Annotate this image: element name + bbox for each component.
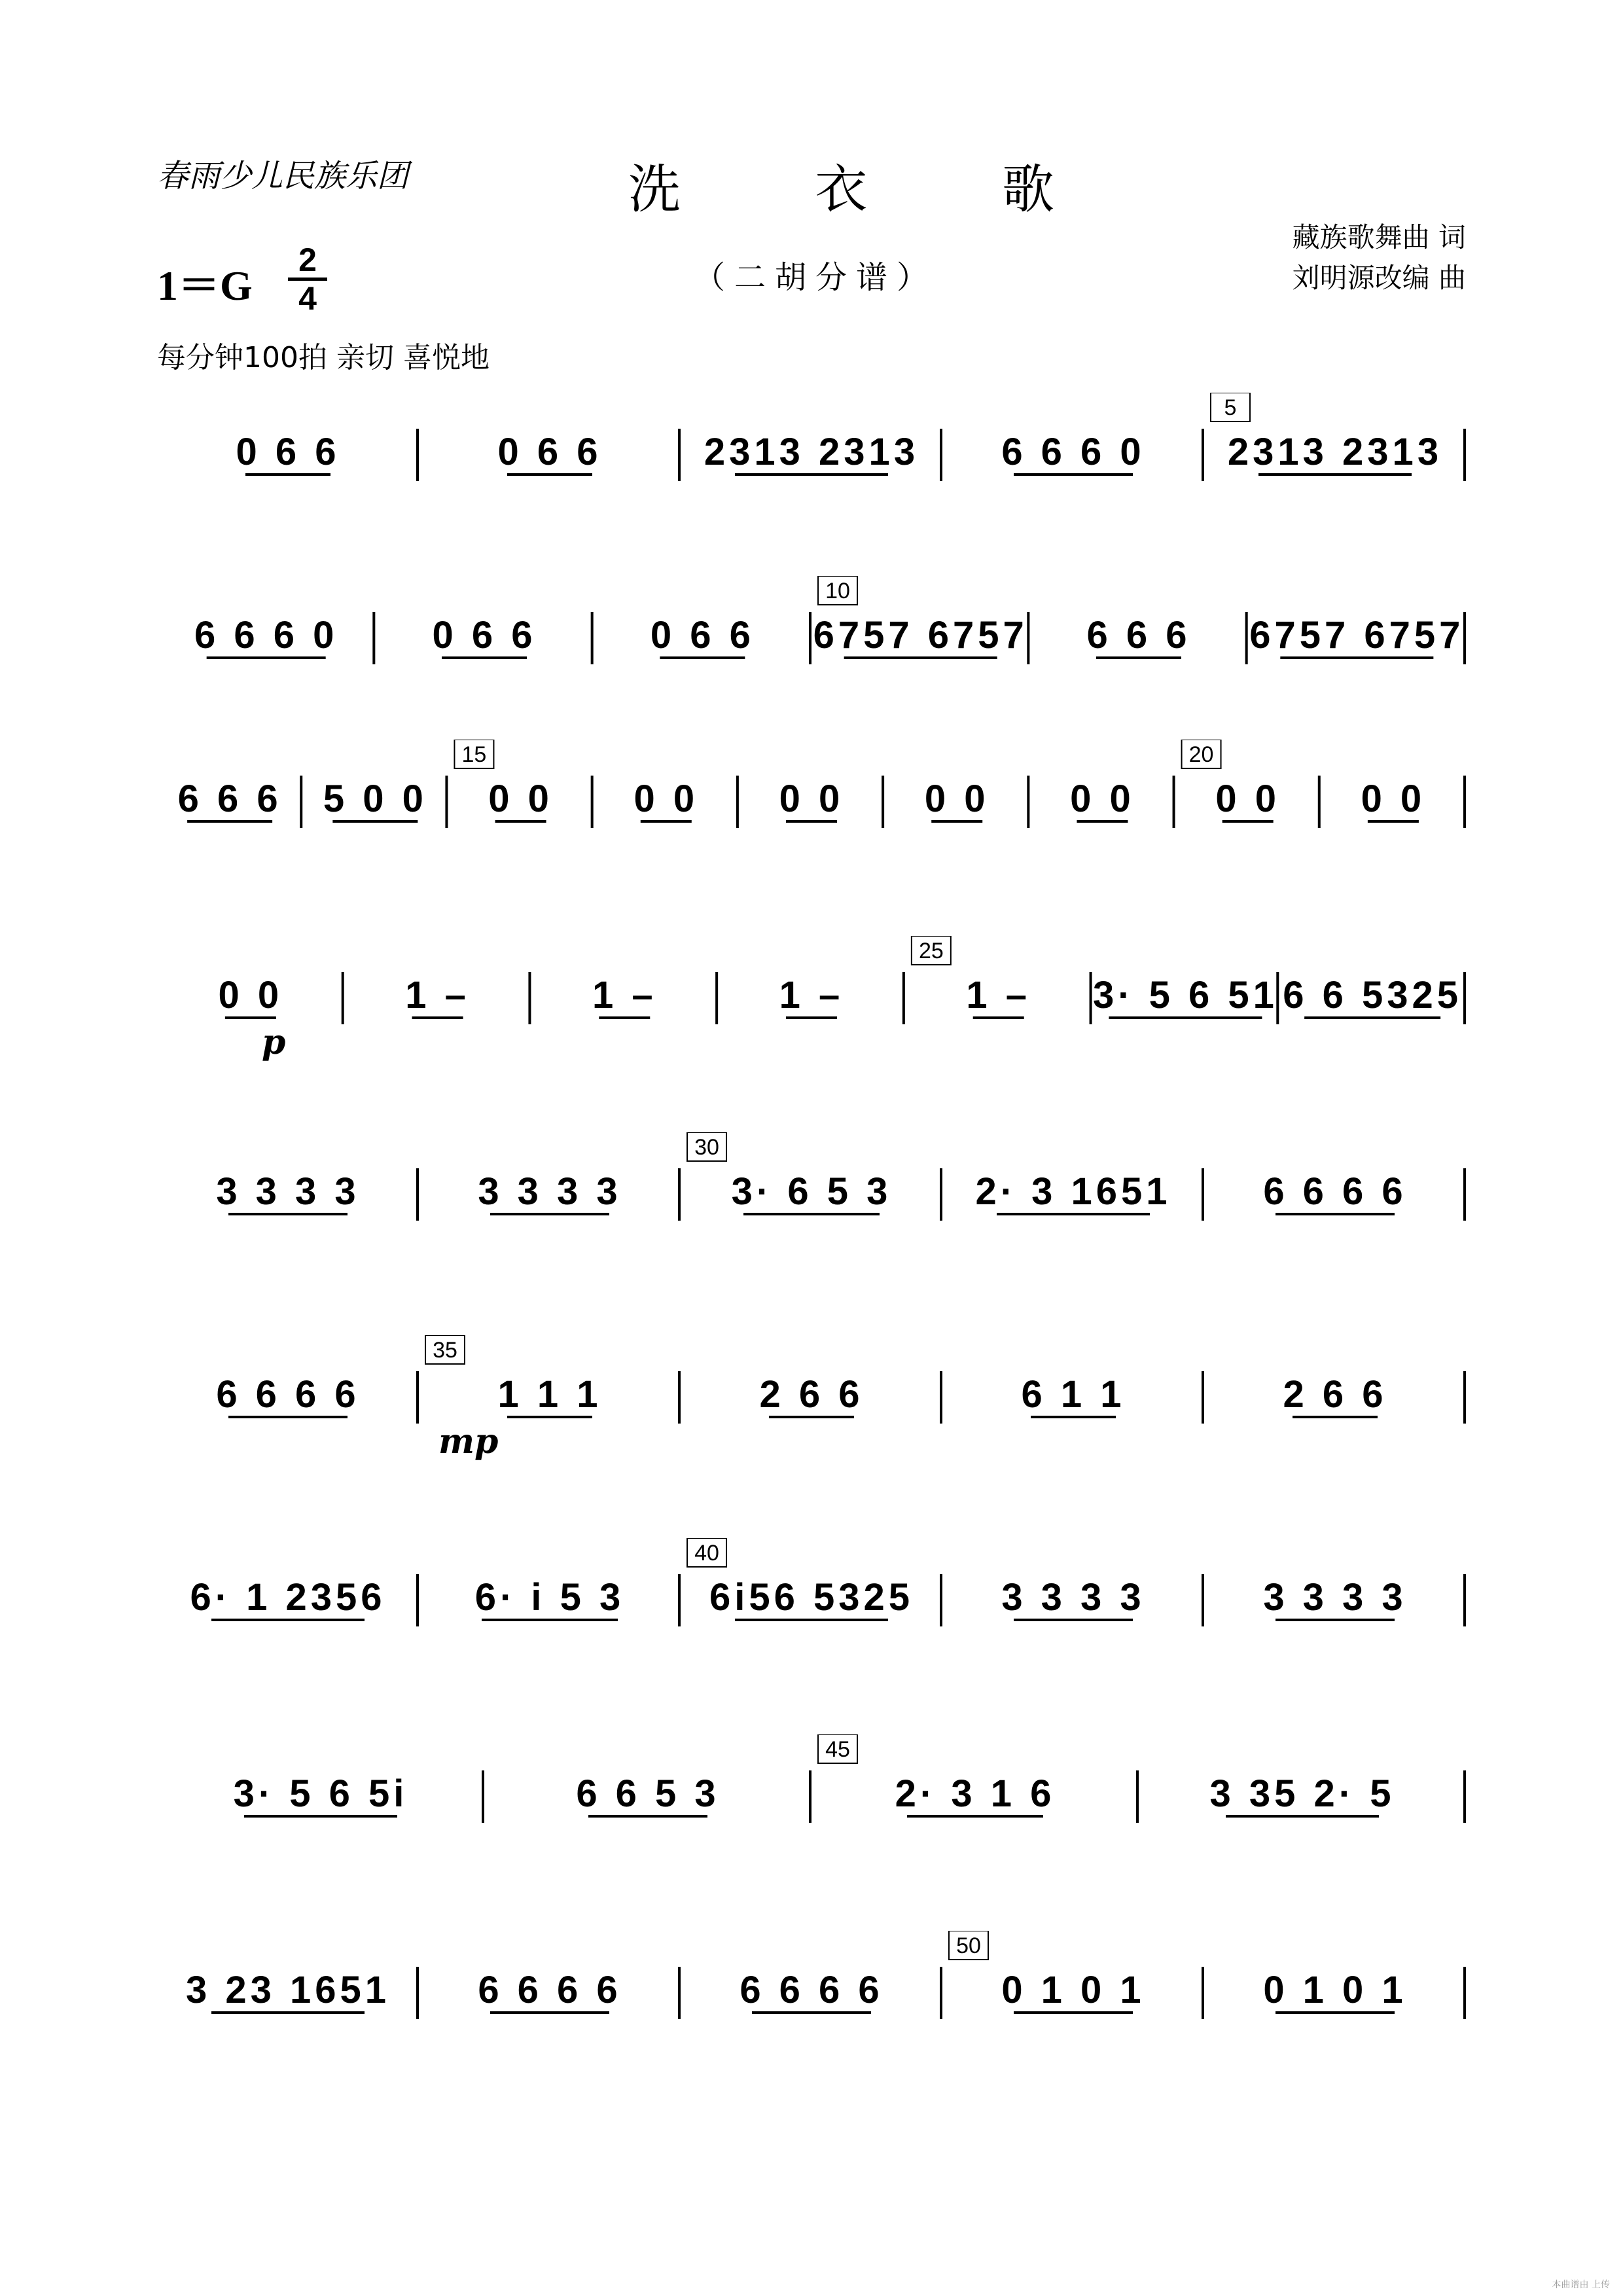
measure: 6· i 5 3 xyxy=(474,1576,625,1619)
svg-text:30: 30 xyxy=(694,1135,719,1160)
measure: 6 6 6 6 xyxy=(478,1969,622,2011)
song-title: 洗 衣 歌 xyxy=(628,159,1113,220)
svg-text:15: 15 xyxy=(461,742,487,767)
measure: 2· 3 1 6 xyxy=(895,1772,1056,1815)
measure: 1 – xyxy=(592,974,657,1016)
measure-number xyxy=(1211,393,1250,422)
score-line-6 xyxy=(157,1335,1466,1479)
dynamic-marking: p xyxy=(262,1022,286,1062)
measure: 2313 2313 xyxy=(704,431,919,473)
measure: 3· 6 5 3 xyxy=(731,1170,892,1213)
measure-number xyxy=(425,1335,465,1364)
watermark: 本曲谱由 上传 xyxy=(1552,2280,1610,2290)
score-line-3 xyxy=(157,740,1466,884)
svg-text:45: 45 xyxy=(825,1737,850,1762)
troupe-name: 春雨少儿民族乐团 xyxy=(157,158,409,194)
tempo-marking: 每分钟100拍 亲切 喜悦地 xyxy=(157,341,490,374)
score-line-svg xyxy=(157,1931,1466,2075)
composer-credit: 刘明源改编 曲 xyxy=(1292,262,1466,294)
measure-number xyxy=(949,1931,988,1960)
measure: 3 3 3 3 xyxy=(1001,1576,1145,1619)
time-signature xyxy=(288,243,327,315)
measure: 6757 6757 xyxy=(813,614,1028,656)
score-line-1 xyxy=(157,393,1466,537)
measure: 0 6 6 xyxy=(650,614,755,656)
score-line-svg xyxy=(157,1538,1466,1682)
score-line-svg xyxy=(157,740,1466,884)
score-line-svg xyxy=(157,1335,1466,1479)
measure-number xyxy=(818,576,857,605)
score-line-8 xyxy=(157,1734,1466,1878)
score-line-svg xyxy=(157,1734,1466,1878)
measure: 6 6 6 6 xyxy=(1263,1170,1407,1213)
measure: 6 6 6 0 xyxy=(194,614,338,656)
measure: 0 0 xyxy=(488,778,553,820)
measure: 0 6 6 xyxy=(236,431,340,473)
measure: 2 6 6 xyxy=(759,1373,864,1416)
measure: 3· 5 6 51 xyxy=(1092,974,1278,1016)
measure: 1 1 1 xyxy=(497,1373,602,1416)
measure: 2313 2313 xyxy=(1227,431,1443,473)
measure: 0 0 xyxy=(924,778,990,820)
svg-text:40: 40 xyxy=(694,1541,719,1566)
part-subtitle: （二胡分谱） xyxy=(694,259,938,296)
measure: 6 6 6 6 xyxy=(216,1373,360,1416)
score-line-7 xyxy=(157,1538,1466,1682)
lyricist-credit: 藏族歌舞曲 词 xyxy=(1292,221,1466,253)
svg-text:20: 20 xyxy=(1188,742,1214,767)
score-line-svg xyxy=(157,1132,1466,1276)
measure: 0 6 6 xyxy=(497,431,602,473)
measure: 1 – xyxy=(779,974,844,1016)
measure: 3 3 3 3 xyxy=(216,1170,360,1213)
measure: 0 1 0 1 xyxy=(1001,1969,1145,2011)
measure-number xyxy=(1182,740,1221,768)
measure: 0 0 xyxy=(1361,778,1426,820)
score-line-svg xyxy=(157,936,1466,1080)
measure: 2· 3 1651 xyxy=(975,1170,1171,1213)
measure: 0 1 0 1 xyxy=(1263,1969,1407,2011)
key-signature: 1＝G xyxy=(157,262,253,309)
measure: 0 0 xyxy=(1070,778,1135,820)
score-line-2 xyxy=(157,576,1466,720)
measure: 3· 5 6 5i xyxy=(233,1772,408,1815)
measure: 1 – xyxy=(405,974,470,1016)
meter-top: 2 xyxy=(298,242,317,278)
measure: 0 6 6 xyxy=(432,614,537,656)
score-line-5 xyxy=(157,1132,1466,1276)
measure: 6 6 6 xyxy=(1086,614,1191,656)
measure: 6 6 6 6 xyxy=(740,1969,883,2011)
score-line-9 xyxy=(157,1931,1466,2075)
svg-text:10: 10 xyxy=(825,579,850,603)
measure: 6· 1 2356 xyxy=(190,1576,386,1619)
measure: 6757 6757 xyxy=(1249,614,1465,656)
score-line-svg xyxy=(157,576,1466,720)
meter-bottom: 4 xyxy=(298,280,317,317)
measure: 3 23 1651 xyxy=(185,1969,391,2011)
measure: 3 3 3 3 xyxy=(1263,1576,1407,1619)
measure: 3 3 3 3 xyxy=(478,1170,622,1213)
measure-number xyxy=(454,740,493,768)
measure-number xyxy=(912,936,951,965)
measure: 6 6 5325 xyxy=(1283,974,1463,1016)
measure: 6 6 6 xyxy=(177,778,282,820)
measure: 2 6 6 xyxy=(1283,1373,1387,1416)
svg-text:25: 25 xyxy=(918,939,944,963)
measure: 0 0 xyxy=(633,778,699,820)
svg-text:35: 35 xyxy=(433,1338,457,1363)
svg-text:5: 5 xyxy=(1224,395,1237,420)
measure-number xyxy=(687,1538,726,1567)
score-line-svg xyxy=(157,393,1466,537)
measure: 5 0 0 xyxy=(323,778,427,820)
measure: 0 0 xyxy=(779,778,844,820)
measure: 6 6 5 3 xyxy=(576,1772,720,1815)
svg-text:50: 50 xyxy=(956,1933,981,1958)
measure: 0 0 xyxy=(1215,778,1280,820)
measure: 6 1 1 xyxy=(1021,1373,1126,1416)
measure: 3 35 2· 5 xyxy=(1209,1772,1395,1815)
measure: 1 – xyxy=(966,974,1031,1016)
measure: 6 6 6 0 xyxy=(1001,431,1145,473)
dynamic-marking: mp xyxy=(438,1422,499,1462)
measure-number xyxy=(818,1734,857,1763)
measure-number xyxy=(687,1132,726,1161)
score-line-4 xyxy=(157,936,1466,1080)
measure: 6i56 5325 xyxy=(709,1576,914,1619)
measure: 0 0 xyxy=(218,974,283,1016)
